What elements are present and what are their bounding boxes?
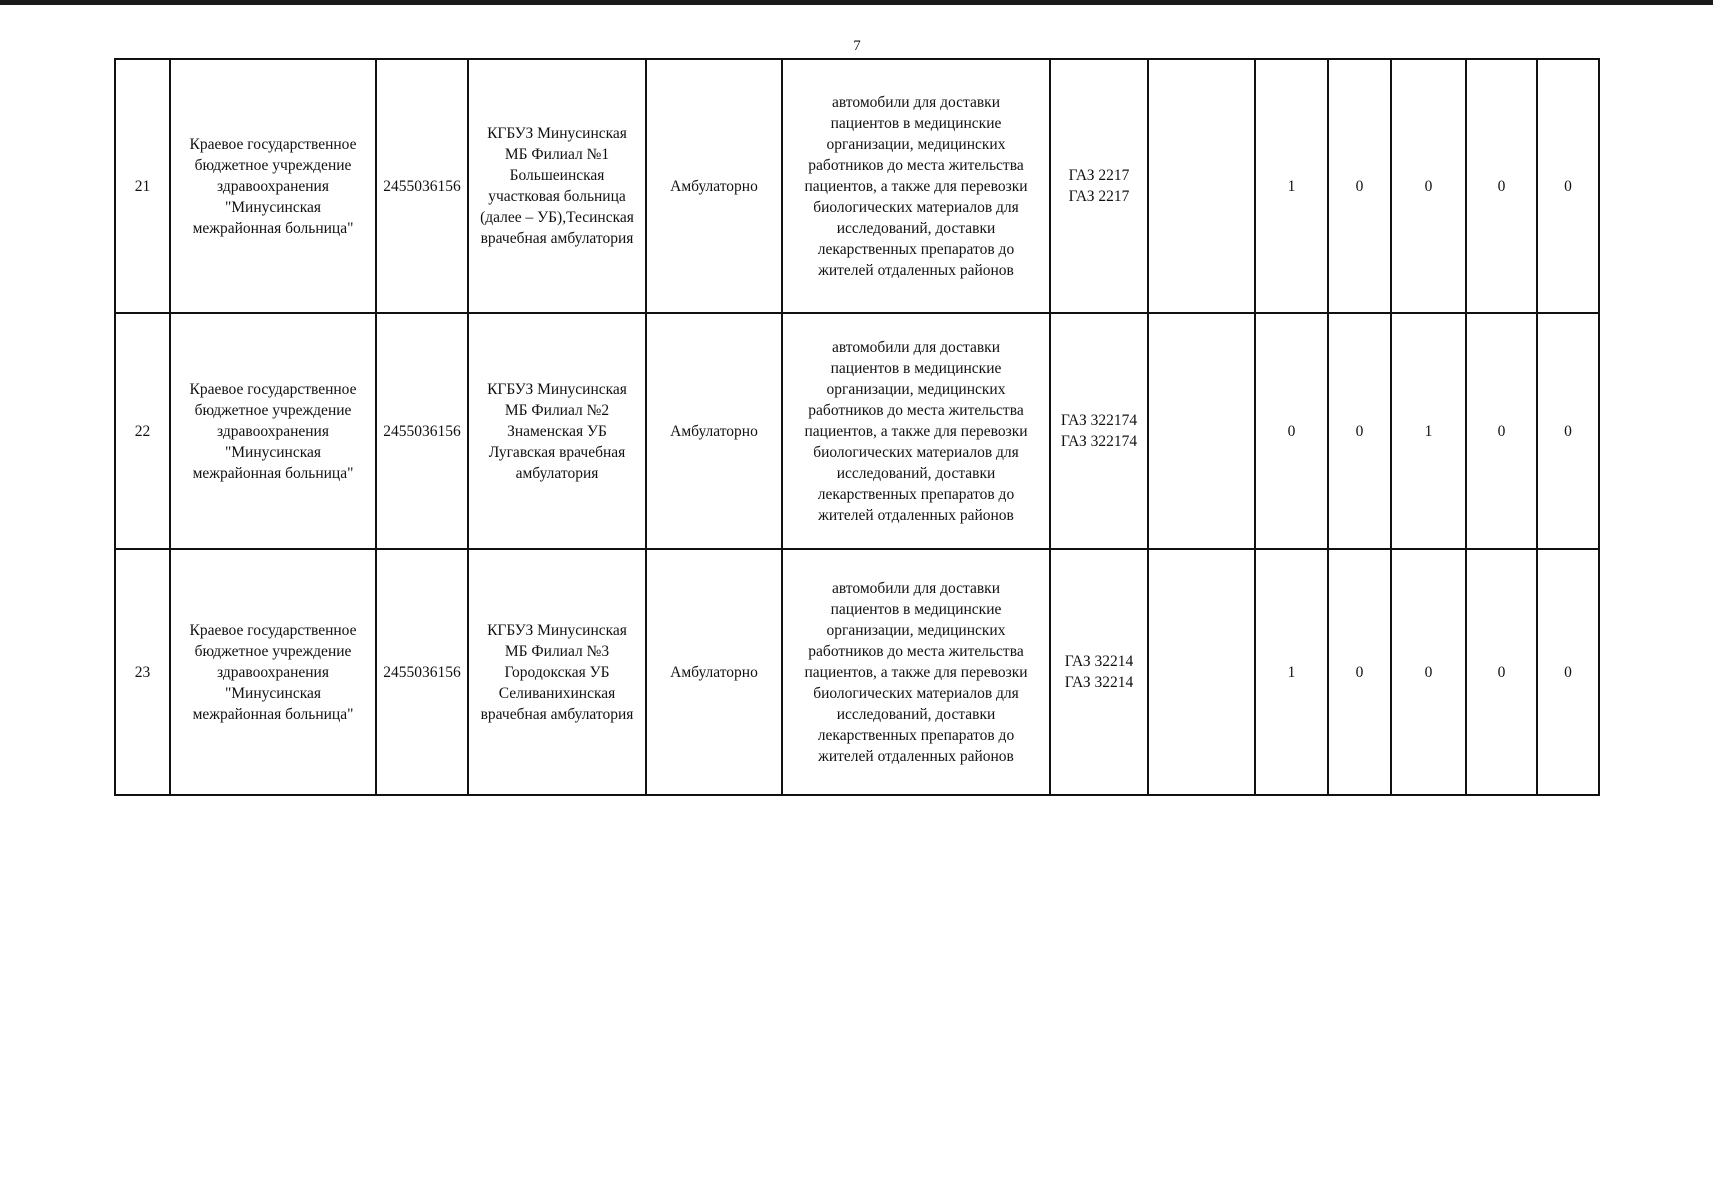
cell-line: пациентов в медицинские [830,114,1002,132]
cell-line: Селиванихинская [498,684,616,702]
count-cell: 0 [1328,59,1391,313]
cell-line: врачебная амбулатория [480,230,634,247]
cell-line: биологических материалов для [813,684,1019,702]
cell-line: биологических материалов для [813,198,1019,216]
organization-cell [170,313,376,549]
count-cell: 0 [1537,549,1599,795]
cell-line: ГАЗ 2217 [1068,167,1130,184]
cell-line: ГАЗ 32214 [1064,653,1134,670]
cell-line: Знаменская УБ [507,422,607,440]
row-number-cell: 23 [115,549,170,795]
table-body [115,59,1599,795]
row-number-cell: 22 [115,313,170,549]
cell-line: "Минусинская [224,198,322,216]
cell-line: организации, медицинских [826,135,1006,153]
cell-line: пациентов, а также для перевозки [804,663,1028,681]
cell-line: исследований, доставки [836,705,996,723]
row-number-cell: 21 [115,59,170,313]
cell-line: организации, медицинских [826,621,1006,639]
branch-cell [468,59,646,313]
count-cell: 0 [1391,549,1466,795]
count-cell: 1 [1255,549,1328,795]
cell-line: врачебная амбулатория [480,705,634,723]
cell-line: (далее – УБ),Тесинская [480,209,634,226]
organization-cell [170,59,376,313]
cell-line: Краевое государственное [189,135,357,153]
table-row [115,549,1599,795]
organization-cell [170,549,376,795]
count-cell: 0 [1537,313,1599,549]
cell-line: Краевое государственное [189,380,357,398]
cell-line: КГБУЗ Минусинская [487,380,627,398]
cell-line: работников до места жительства [808,642,1024,660]
cell-line: амбулатория [515,464,599,482]
vehicle-model-cell [1050,313,1148,549]
cell-line: "Минусинская [224,684,322,702]
cell-line: ГАЗ 322174 [1060,412,1138,429]
cell-line: автомобили для доставки [832,579,1000,597]
cell-line: участковая больница [488,188,626,205]
inn-cell: 2455036156 [376,59,468,313]
count-cell: 1 [1255,59,1328,313]
cell-line: ГАЗ 32214 [1064,674,1134,691]
cell-line: автомобили для доставки [832,338,1000,356]
count-cell: 0 [1328,549,1391,795]
count-cell: 0 [1466,313,1537,549]
cell-line: лекарственных препаратов до [817,726,1015,744]
count-cell: 0 [1466,549,1537,795]
care-type-cell: Амбулаторно [646,549,782,795]
purpose-cell [782,313,1050,549]
cell-line: МБ Филиал №2 [504,401,610,419]
cell-line: пациентов, а также для перевозки [804,177,1028,195]
cell-line: исследований, доставки [836,219,996,237]
empty-cell [1148,549,1255,795]
cell-line: Большеинская [509,167,605,184]
cell-line: "Минусинская [224,443,322,461]
cell-line: лекарственных препаратов до [817,240,1015,258]
branch-cell [468,549,646,795]
branch-cell [468,313,646,549]
cell-line: бюджетное учреждение [194,642,352,660]
purpose-cell [782,59,1050,313]
cell-line: жителей отдаленных районов [818,506,1014,524]
care-type-cell: Амбулаторно [646,313,782,549]
inn-cell: 2455036156 [376,313,468,549]
cell-line: лекарственных препаратов до [817,485,1015,503]
count-cell: 0 [1391,59,1466,313]
cell-line: здравоохранения [217,422,329,440]
cell-line: здравоохранения [217,663,329,681]
vehicle-table [114,58,1600,796]
cell-line: ГАЗ 322174 [1060,433,1138,450]
count-cell: 1 [1391,313,1466,549]
cell-line: работников до места жительства [808,401,1024,419]
cell-line: Лугавская врачебная [488,443,626,461]
cell-line: биологических материалов для [813,443,1019,461]
table-row [115,59,1599,313]
cell-line: ГАЗ 2217 [1068,188,1130,205]
cell-line: работников до места жительства [808,156,1024,174]
purpose-cell [782,549,1050,795]
care-type-cell: Амбулаторно [646,59,782,313]
count-cell: 0 [1328,313,1391,549]
page-number: 7 [853,38,861,54]
cell-line: МБ Филиал №1 [504,146,610,163]
inn-cell: 2455036156 [376,549,468,795]
vehicle-model-cell [1050,549,1148,795]
cell-line: КГБУЗ Минусинская [487,621,627,639]
cell-line: МБ Филиал №3 [504,642,610,660]
count-cell: 0 [1537,59,1599,313]
cell-line: межрайонная больница" [192,219,354,237]
cell-line: бюджетное учреждение [194,401,352,419]
cell-line: организации, медицинских [826,380,1006,398]
empty-cell [1148,59,1255,313]
cell-line: здравоохранения [217,177,329,195]
cell-line: пациентов в медицинские [830,600,1002,618]
cell-line: пациентов, а также для перевозки [804,422,1028,440]
cell-line: жителей отдаленных районов [818,747,1014,765]
table-row [115,313,1599,549]
cell-line: бюджетное учреждение [194,156,352,174]
empty-cell [1148,313,1255,549]
cell-line: Городокская УБ [504,663,610,681]
cell-line: автомобили для доставки [832,93,1000,111]
count-cell: 0 [1466,59,1537,313]
cell-line: жителей отдаленных районов [818,261,1014,279]
cell-line: пациентов в медицинские [830,359,1002,377]
count-cell: 0 [1255,313,1328,549]
cell-line: межрайонная больница" [192,705,354,723]
scan-top-edge [0,0,1713,5]
cell-line: КГБУЗ Минусинская [487,125,627,142]
cell-line: межрайонная больница" [192,464,354,482]
vehicle-model-cell [1050,59,1148,313]
cell-line: Краевое государственное [189,621,357,639]
cell-line: исследований, доставки [836,464,996,482]
